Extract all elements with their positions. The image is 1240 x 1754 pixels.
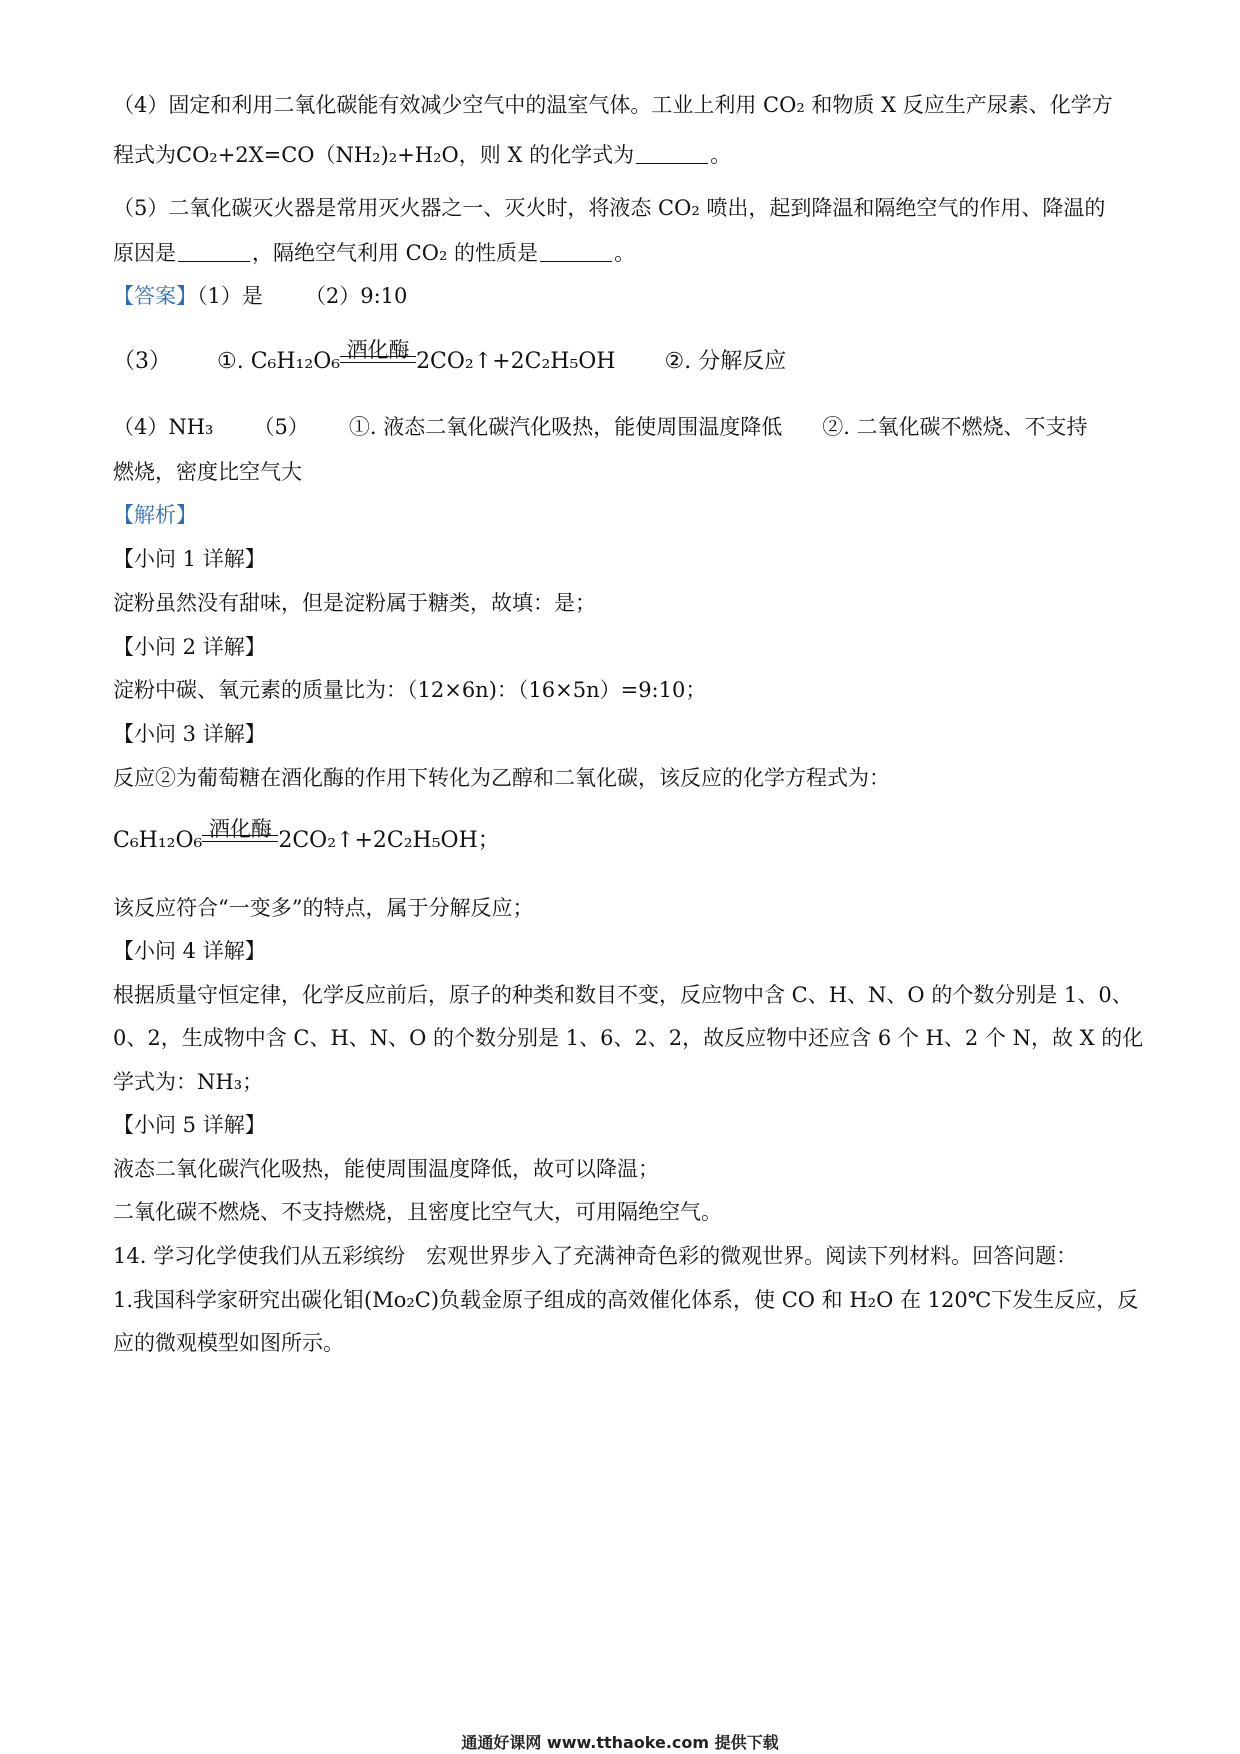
q5-text-b: ，隔绝空气利用 CO₂ 的性质是: [252, 241, 539, 265]
section-5-text-1: 液态二氧化碳汽化吸热，能使周围温度降低，故可以降温；: [113, 1157, 659, 1181]
q5-text-c: 。: [614, 241, 636, 265]
section-4-text-1: 根据质量守恒定律，化学反应前后，原子的种类和数目不变，反应物中含 C、H、N、O 的个数分别是 1、0、: [113, 983, 1133, 1007]
answer-4: （4）NH₃: [113, 415, 214, 439]
answer-5-item-2: ②. 二氧化碳不燃烧、不支持: [822, 415, 1088, 439]
q5-text-a: 原因是: [113, 241, 176, 265]
section-1-title: 【小问 1 详解】: [113, 547, 266, 571]
answer-2: （2）9:10: [304, 284, 408, 308]
equation-products: 2CO₂↑+2C₂H₅OH: [416, 349, 616, 374]
answer-blank: [178, 241, 250, 262]
section-3-text-2: 该反应符合“一变多”的特点，属于分解反应；: [113, 896, 534, 920]
answer-label: 【答案】: [113, 284, 197, 308]
analysis-label: 【解析】: [113, 503, 197, 527]
section-4-title: 【小问 4 详解】: [113, 939, 266, 963]
answer-1: （1）是: [197, 284, 263, 308]
section-4-text-2: 0、2，生成物中含 C、H、N、O 的个数分别是 1、6、2、2，故反应物中还应含 6 个 H、2 个 N，故 X 的化: [113, 1026, 1144, 1050]
q5-line-2: [113, 238, 1133, 268]
q4-line-1: （4）固定和利用二氧化碳能有效减少空气中的温室气体。工业上利用 CO₂ 和物质 X 反应生产尿素、化学方: [113, 93, 1113, 117]
q4-line-2: [113, 140, 1133, 170]
equation-reactant: C₆H₁₂O₆: [113, 828, 203, 853]
equation-reactant: C₆H₁₂O₆: [250, 349, 341, 374]
answer-5-number: （5）: [253, 415, 309, 439]
enzyme-label: 酒化酶: [346, 338, 410, 362]
section-3-equation: [113, 817, 500, 854]
answer-line-3: [113, 338, 787, 375]
q4-prefix: 程式为: [113, 143, 176, 167]
answer-3-number: （3）: [113, 349, 171, 374]
section-2-text: 淀粉中碳、氧元素的质量比为：（12×6n)：（16×5n）=9:10；: [113, 678, 707, 702]
section-5-text-2: 二氧化碳不燃烧、不支持燃烧，且密度比空气大，可用隔绝空气。: [113, 1200, 722, 1224]
answer-3-item-1: ①.: [217, 349, 244, 374]
answer-line-1: [113, 281, 1133, 311]
section-5-title: 【小问 5 详解】: [113, 1113, 266, 1137]
q4-equation: CO₂+2X=CO（NH₂)₂+H₂O: [176, 143, 459, 167]
q4-period: 。: [710, 143, 732, 167]
q4-suffix: ，则 X 的化学式为: [458, 143, 635, 167]
section-1-text: 淀粉虽然没有甜味，但是淀粉属于糖类，故填：是；: [113, 591, 596, 615]
footer-watermark[interactable]: 通通好课网 www.tthaoke.com 提供下载: [461, 1733, 779, 1752]
q5-line-1: （5）二氧化碳灭火器是常用灭火器之一、灭火时，将液态 CO₂ 喷出，起到降温和隔绝空气的作用、降温的: [113, 196, 1106, 220]
section-3-text: 反应②为葡萄糖在酒化酶的作用下转化为乙醇和二氧化碳，该反应的化学方程式为：: [113, 766, 890, 790]
answer-blank: [540, 241, 612, 262]
answer-line-4: [113, 412, 1133, 442]
answer-line-5: 燃烧，密度比空气大: [113, 460, 302, 484]
answer-blank: [636, 143, 708, 164]
section-4-text-3: 学式为：NH₃；: [113, 1070, 264, 1094]
section-3-title: 【小问 3 详解】: [113, 722, 266, 746]
answer-3-item-2: ②. 分解反应: [664, 349, 787, 374]
q14-line-2: 1.我国科学家研究出碳化钼(Mo₂C)负载金原子组成的高效催化体系，使 CO 和 H₂O 在 120℃下发生反应，反: [113, 1288, 1139, 1312]
q14-line-1: 14. 学习化学使我们从五彩缤纷 宏观世界步入了充满神奇色彩的微观世界。阅读下列材料。回答问题：: [113, 1244, 1078, 1268]
section-2-title: 【小问 2 详解】: [113, 635, 266, 659]
equation-products: 2CO₂↑+2C₂H₅OH；: [278, 828, 500, 853]
enzyme-label: 酒化酶: [208, 817, 272, 841]
q14-line-3: 应的微观模型如图所示。: [113, 1331, 344, 1355]
answer-5-item-1: ①. 液态二氧化碳汽化吸热，能使周围温度降低: [348, 415, 783, 439]
